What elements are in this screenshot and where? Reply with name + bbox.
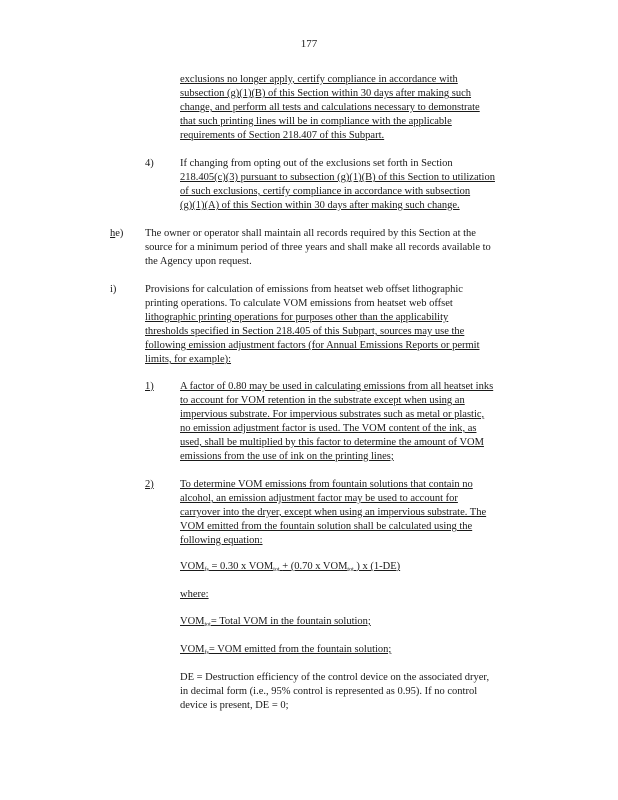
definition-subscript: fs bbox=[204, 650, 209, 656]
text-line: printing operations. To calculate VOM emissions from heatset web offset bbox=[145, 298, 453, 309]
text-line: of such exclusions, certify compliance in accordance with subsection bbox=[180, 186, 471, 197]
text-line: limits, for example): bbox=[145, 354, 232, 365]
text-line: The owner or operator shall maintain all records required by this Section at the bbox=[145, 228, 476, 239]
text-line: DE = Destruction efficiency of the control device on the associated dryer, bbox=[180, 672, 490, 683]
text-line: thresholds specified in Section 218.405 of this Subpart, sources may use the bbox=[145, 326, 465, 337]
text-line: lithographic printing operations for purposes other than the applicability bbox=[145, 312, 449, 323]
equation-term: VOM bbox=[180, 561, 205, 572]
definition-text: = VOM emitted from the fountain solution; bbox=[208, 644, 392, 655]
equation-term: ) x (1-DE) bbox=[356, 561, 401, 572]
sub-1-paragraph bbox=[180, 380, 540, 464]
definition-term: VOM bbox=[180, 616, 205, 627]
text-line: to account for VOM retention in the substrate except when using an bbox=[180, 395, 465, 406]
text-line: VOM emitted from the fountain solution shall be calculated using the bbox=[180, 521, 473, 532]
definition-text: = Total VOM in the fountain solution; bbox=[210, 616, 371, 627]
text-line: change, and perform all tests and calculations necessary to demonstrate bbox=[180, 102, 480, 113]
definition-de bbox=[180, 671, 540, 713]
sub-2-label: 2) bbox=[145, 479, 154, 490]
equation-term: = 0.30 x VOM bbox=[211, 561, 274, 572]
text-line: used, shall be multiplied by this factor to determine the amount of VOM bbox=[180, 437, 484, 448]
text-line: 218.405(c)(3) pursuant to subsection (g)(1)(B) of this Section to utilization bbox=[180, 172, 495, 183]
continuation-paragraph bbox=[180, 73, 500, 143]
sub-1-label: 1) bbox=[145, 381, 154, 392]
item-i-label: i) bbox=[110, 284, 117, 295]
equation-subscript: tot bbox=[347, 567, 354, 573]
page-number: 177 bbox=[300, 38, 318, 50]
text-line: Provisions for calculation of emissions from heatset web offset lithographic bbox=[145, 284, 463, 295]
text-line: If changing from opting out of the exclusions set forth in Section bbox=[180, 158, 453, 169]
text-line: (g)(1)(A) of this Section within 30 days after making such change. bbox=[180, 200, 460, 211]
text-line: exclusions no longer apply, certify compliance in accordance with bbox=[180, 74, 458, 85]
text-line: subsection (g)(1)(B) of this Section within 30 days after making such bbox=[180, 88, 472, 99]
text-line: To determine VOM emissions from fountain solutions that contain no bbox=[180, 479, 473, 490]
where-label: where: bbox=[180, 589, 209, 600]
definition-subscript: tot bbox=[204, 622, 211, 628]
item-i-paragraph bbox=[145, 283, 515, 367]
text-line: requirements of Section 218.407 of this Subpart. bbox=[180, 130, 385, 141]
text-line: A factor of 0.80 may be used in calculating emissions from all heatset inks bbox=[180, 381, 494, 392]
item-4-paragraph bbox=[180, 157, 540, 213]
definition-term: VOM bbox=[180, 644, 205, 655]
equation-subscript: tot bbox=[273, 567, 280, 573]
text-line: device is present, DE = 0; bbox=[180, 700, 289, 711]
text-line: following emission adjustment factors (for Annual Emissions Reports or permit bbox=[145, 340, 480, 351]
item-h-paragraph bbox=[145, 227, 540, 269]
text-line: source for a minimum period of three years and shall make all records available to bbox=[145, 242, 491, 253]
sub-2-paragraph bbox=[180, 478, 525, 548]
definition-vom-tot bbox=[180, 615, 540, 629]
definition-vom-fs bbox=[180, 643, 540, 657]
text-line: carryover into the dryer, except when using an impervious substrate. The bbox=[180, 507, 487, 518]
text-line: impervious substrate. For impervious substrates such as metal or plastic, bbox=[180, 409, 485, 420]
equation bbox=[180, 560, 540, 574]
text-line: the Agency upon request. bbox=[145, 256, 252, 267]
item-h-label-old: e) bbox=[115, 228, 124, 239]
item-h-label-new: h bbox=[110, 228, 116, 239]
text-line: in decimal form (i.e., 95% control is represented as 0.95). If no control bbox=[180, 686, 478, 697]
item-4-label: 4) bbox=[145, 158, 154, 169]
text-line: following equation: bbox=[180, 535, 263, 546]
text-line: alcohol, an emission adjustment factor may be used to account for bbox=[180, 493, 458, 504]
equation-subscript: fs bbox=[204, 567, 209, 573]
text-line: that such printing lines will be in compliance with the applicable bbox=[180, 116, 452, 127]
text-line: no emission adjustment factor is used. The VOM content of the ink, as bbox=[180, 423, 477, 434]
item-h-label bbox=[110, 227, 123, 241]
equation-term: + (0.70 x VOM bbox=[282, 561, 348, 572]
text-line: emissions from the use of ink on the printing lines; bbox=[180, 451, 394, 462]
